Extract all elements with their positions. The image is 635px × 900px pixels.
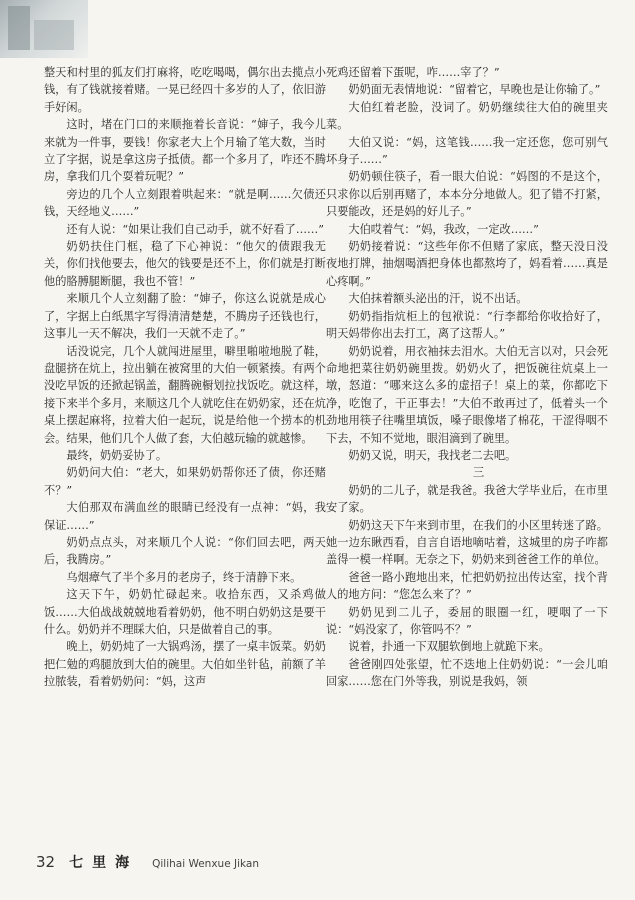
paragraph: 最终，奶奶妥协了。 — [66, 448, 168, 462]
paragraph: 奶奶顿住筷子，看一眼大伯说：“妈图的不是这个，只求你以后别再赌了，本本分分地做人。犯了错不打紧，只要能改，还是妈的好儿子。” — [326, 170, 608, 219]
paragraph: 大伯哎着气：“妈，我改，一定改……” — [348, 222, 539, 236]
paragraph: 奶奶说着，用衣袖抹去泪水。大伯无言以对，只会死命地把菜往奶奶碗里拨。奶奶火了，把饭碗往炕桌上一墩，怒道：“哪来这么多的虚招子！桌上的菜，你都吃下净，吃饱了，干正事去！”大伯不敢再过了，低着头一个劲地用筷子往嘴里填饭，嗓子眼像堵了棉花，干涩得咽不下去，不知不觉地，眼泪滴到了碗里。 — [326, 344, 608, 445]
right-text-column — [326, 64, 608, 691]
paragraph: 还有人说：“如果让我们自己动手，就不好看了……” — [66, 222, 324, 236]
paragraph: 话没说完，几个人就闯进屋里，噼里啪啦地脱了鞋，盘腿挤在炕上，拉出躺在被窝里的大伯一顿紧揍。有两个没吃早饭的还掀起锅盖，翻腾碗橱划拉找饭吃。就这样，接下来半个多月，来顺这几个人就吃住在奶奶家，还在炕桌上摆起麻将，拉着大伯一起玩，说是给他一个捞本的机会。结果，他们几个人做了套，大伯越玩输的就越惨。 — [44, 344, 326, 445]
paragraph: 死鸡还留着下蛋呢，咋……宰了？” — [326, 66, 500, 79]
paragraph: 奶奶见到二儿子，委屈的眼圈一红，哽咽了一下说：“妈没家了，你管吗不？” — [326, 605, 608, 636]
paragraph: 大伯又说：“妈，这笔钱……我一定还您，您可别气坏身子……” — [326, 135, 608, 167]
paragraph: 晚上，奶奶炖了一大锅鸡汤，摆了一桌丰饭菜。奶奶把仁勉的鸡腿放到大伯的碗里。大伯如坐针毡，前额了羊拉脓装，看着奶奶问：“妈，这声 — [44, 640, 326, 689]
magazine-pinyin: Qilihai Wenxue Jikan — [152, 858, 260, 870]
paragraph: 旁边的几个人立刻跟着哄起来：“就是啊……欠债还钱，天经地义……” — [44, 187, 326, 219]
paragraph: 乌烟瘴气了半个多月的老房子，终于清静下来。 — [66, 570, 302, 584]
paragraph: 爸爸一路小跑地出来，忙把奶奶拉出传达室，找个背人的地方问：“您怎么来了？” — [326, 570, 608, 602]
paragraph: 奶奶扶住门框，稳了下心神说：“他欠的债跟我无关，你们找他要去，他欠的钱要是还不上，你们就是打断他的胳膊腿断腿，我也不管！” — [44, 240, 326, 288]
page-footer — [36, 852, 259, 872]
paragraph: 这天下午，奶奶忙碌起来。收拾东西，又杀鸡做饭……大伯战战兢兢地看着奶奶，他不明白奶奶这是要干什么。奶奶并不理睬大伯，只是做着自己的事。 — [44, 588, 326, 636]
paragraph: 说着，扑通一下双腿软倒地上就跪下来。 — [348, 640, 550, 654]
paragraph: 大伯那双布满血丝的眼睛已经没有一点神：“妈，我保证……” — [44, 501, 326, 532]
left-text-column — [44, 64, 326, 691]
paragraph: 奶奶点点头，对来顺几个人说：“你们回去吧，两天后，我腾房。” — [44, 535, 326, 567]
paragraph: 奶奶问大伯：“老大，如果奶奶帮你还了债，你还赌不？” — [44, 466, 326, 497]
paragraph: 奶奶面无表情地说：“留着它，早晚也是让你输了。” — [348, 83, 601, 97]
paragraph: 奶奶这天下午来到市里，在我们的小区里转迷了路。她一边东瞅西看，自言自语地嘀咕着，这城里的房子咋都盖得一模一样啊。无奈之下，奶奶来到爸爸工作的单位。 — [326, 518, 608, 567]
paragraph: 爸爸刚四处张望，忙不迭地上住奶奶说：“一会儿咱回家……您在门外等我，别说是我妈，领 — [326, 657, 608, 689]
paragraph: 来顺几个人立刻翻了脸：“婶子，你这么说就是成心了，字据上白纸黑字写得清清楚楚，不腾房子还钱也行，这事儿一天不解决，我们一天就不走了。” — [44, 292, 326, 341]
header-decoration-image — [0, 0, 88, 58]
paragraph: 奶奶又说，明天，我找老二去吧。 — [348, 448, 517, 462]
magazine-title: 七里海 — [69, 855, 139, 871]
paragraph: 奶奶的二儿子，就是我爸。我爸大学毕业后，在市里安了家。 — [326, 483, 608, 515]
paragraph: 这时，堵在门口的来顺拖着长音说：“婶子，我今儿来就为一件事，要钱！你家老大上个月输了笔大数，当时立了字据，说是拿这房子抵债。都一个多月了，咋还不腾房，拿我们几个耍着玩呢？” — [44, 118, 326, 184]
section-heading: 三 — [472, 465, 485, 480]
paragraph: 大伯红着老脸，没词了。奶奶继续往大伯的碗里夹菜。 — [326, 100, 608, 132]
paragraph: 奶奶接着说：“这些年你不但赌了家底，整天没日没夜地打牌，抽烟喝酒把身体也都熬垮了，妈看着……真是心疼啊。” — [326, 240, 608, 288]
page-number: 32 — [36, 853, 56, 871]
paragraph: 大伯抹着额头泌出的汗，说不出话。 — [348, 292, 528, 306]
paragraph: 整天和村里的狐友们打麻将，吃吃喝喝，偶尔出去揽点小钱，有了钱就接着赌。一晃已经四十多岁的人了，依旧游手好闲。 — [44, 66, 326, 114]
paragraph: 奶奶指指炕柜上的包袱说：“行李都给你收拾好了，明天妈带你出去打工，离了这帮人。” — [326, 309, 608, 341]
